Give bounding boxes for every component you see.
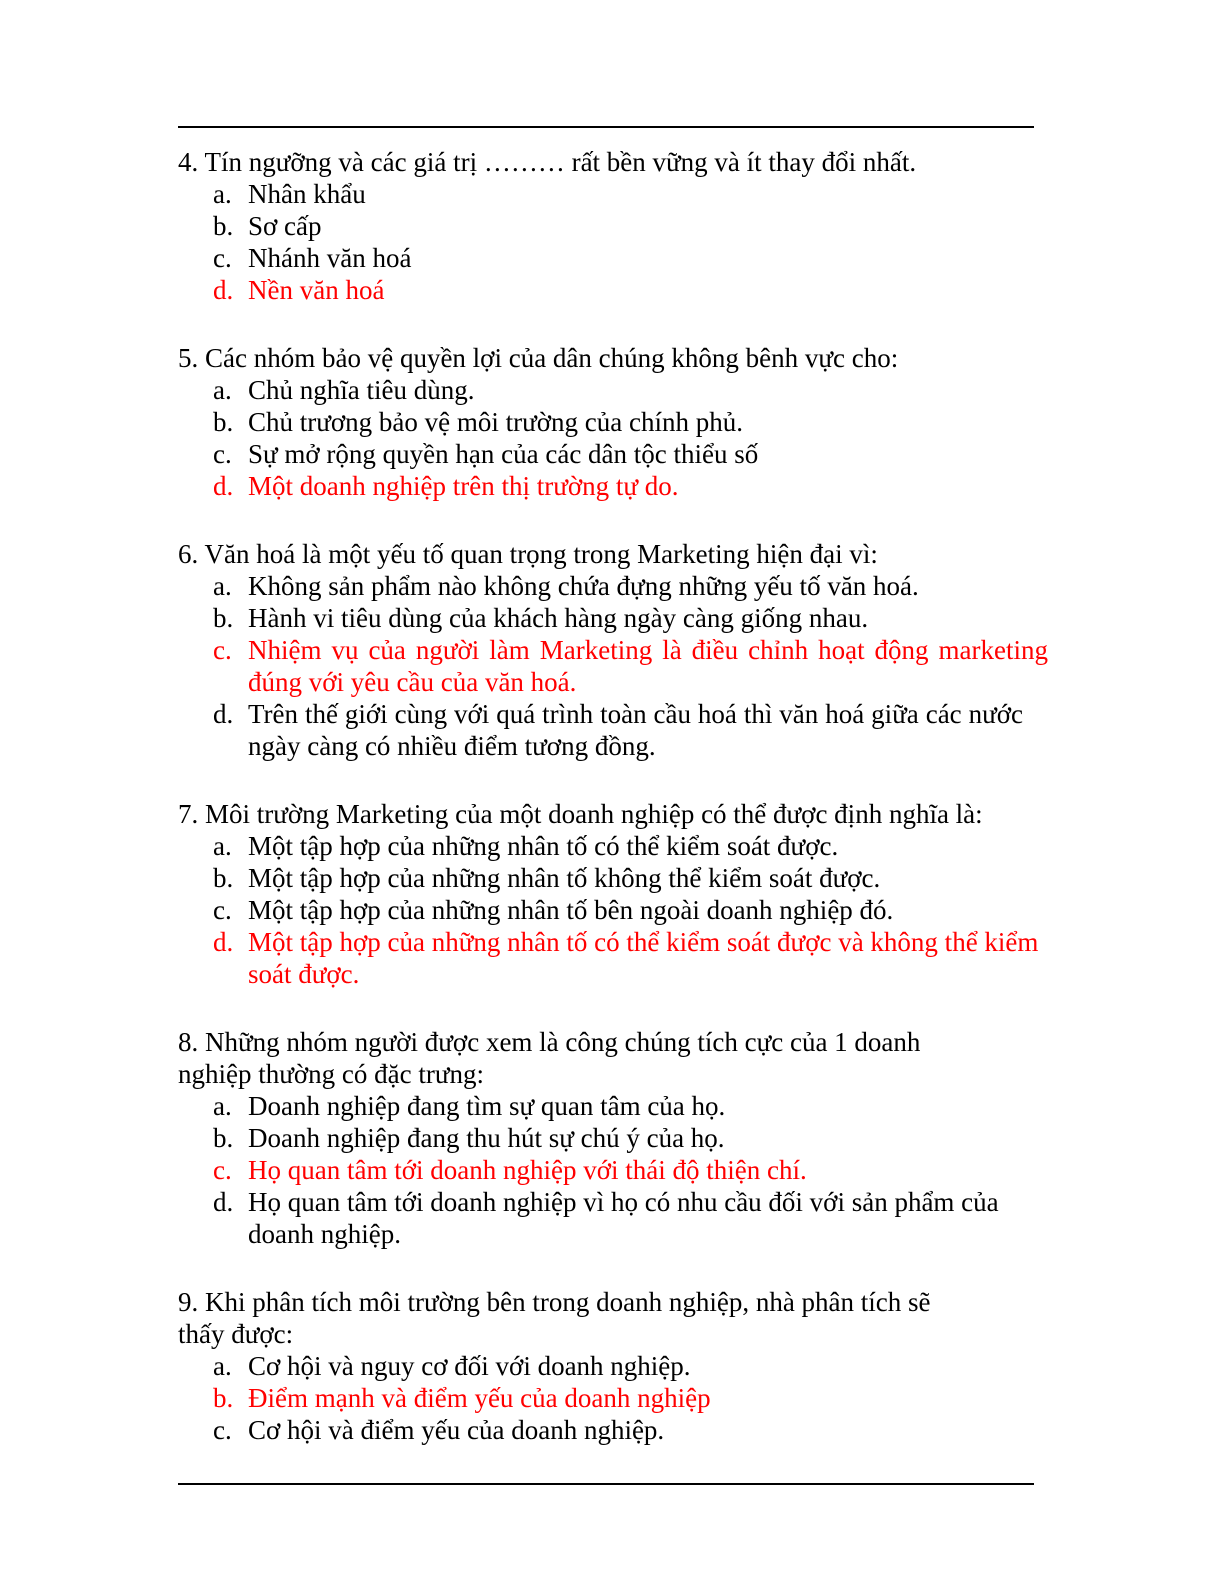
option-a: [178, 1350, 1058, 1382]
option-text: Họ quan tâm tới doanh nghiệp vì họ có nhu cầu đối với sản phẩm của doanh nghiệp.: [248, 1187, 999, 1249]
footer-rule: [178, 1483, 1034, 1485]
option-letter: a.: [213, 375, 232, 405]
option-letter: c.: [213, 635, 232, 665]
option-d-correct-answer: [178, 926, 1058, 990]
question-text: 5. Các nhóm bảo vệ quyền lợi của dân chúng không bênh vực cho:: [178, 343, 899, 373]
option-text: Một tập hợp của những nhân tố bên ngoài doanh nghiệp đó.: [248, 895, 894, 925]
option-text: Nhân khẩu: [248, 179, 366, 209]
option-text: Sơ cấp: [248, 211, 322, 241]
question-text: 6. Văn hoá là một yếu tố quan trọng trong Marketing hiện đại vì:: [178, 539, 878, 569]
option-text: Cơ hội và điểm yếu của doanh nghiệp.: [248, 1415, 665, 1445]
option-c: [178, 242, 1058, 274]
option-list: [178, 178, 1058, 306]
question-text: 7. Môi trường Marketing của một doanh nghiệp có thể được định nghĩa là:: [178, 799, 983, 829]
option-a: [178, 374, 1058, 406]
option-letter: a.: [213, 831, 232, 861]
option-d-correct-answer: [178, 274, 1058, 306]
option-letter: d.: [213, 927, 234, 957]
option-letter: d.: [213, 1187, 234, 1217]
option-d-correct-answer: [178, 470, 1058, 502]
option-letter: b.: [213, 603, 234, 633]
option-text: Họ quan tâm tới doanh nghiệp với thái độ thiện chí.: [248, 1155, 807, 1185]
option-b: [178, 1122, 1058, 1154]
question-9: [178, 1286, 1058, 1446]
option-d: [178, 1186, 1023, 1250]
option-letter: c.: [213, 1155, 232, 1185]
question-6: [178, 538, 1058, 762]
option-d: [178, 698, 1023, 762]
option-b-correct-answer: [178, 1382, 1058, 1414]
option-text: Điểm mạnh và điểm yếu của doanh nghiệp: [248, 1383, 711, 1413]
option-c: [178, 438, 1058, 470]
option-list: [178, 1350, 1058, 1446]
question-4: [178, 146, 1058, 306]
option-letter: d.: [213, 471, 234, 501]
option-text: Hành vi tiêu dùng của khách hàng ngày càng giống nhau.: [248, 603, 869, 633]
option-text: Doanh nghiệp đang tìm sự quan tâm của họ.: [248, 1091, 726, 1121]
option-letter: b.: [213, 211, 234, 241]
option-c: [178, 1414, 1058, 1446]
option-list: [178, 570, 1058, 762]
option-letter: b.: [213, 1383, 234, 1413]
option-a: [178, 1090, 1058, 1122]
option-letter: b.: [213, 863, 234, 893]
question-7: [178, 798, 1058, 990]
question-text: 9. Khi phân tích môi trường bên trong doanh nghiệp, nhà phân tích sẽ thấy được:: [178, 1287, 931, 1349]
option-a: [178, 178, 1058, 210]
option-c: [178, 894, 1058, 926]
option-a: [178, 570, 1058, 602]
option-text: Cơ hội và nguy cơ đối với doanh nghiệp.: [248, 1351, 691, 1381]
question-text: 8. Những nhóm người được xem là công chúng tích cực của 1 doanh nghiệp thường có đặc trưng:: [178, 1027, 921, 1089]
option-text: Chủ nghĩa tiêu dùng.: [248, 375, 475, 405]
option-letter: a.: [213, 1351, 232, 1381]
question-5: [178, 342, 1058, 502]
option-a: [178, 830, 1058, 862]
option-letter: b.: [213, 1123, 234, 1153]
option-letter: c.: [213, 895, 232, 925]
option-text: Một tập hợp của những nhân tố không thể kiểm soát được.: [248, 863, 881, 893]
option-letter: a.: [213, 179, 232, 209]
option-c-correct-answer: [178, 1154, 1058, 1186]
option-text: Trên thế giới cùng với quá trình toàn cầu hoá thì văn hoá giữa các nước ngày càng có nhiều điểm tương đồng.: [248, 699, 1023, 761]
option-text: Một tập hợp của những nhân tố có thể kiểm soát được và không thể kiểm soát được.: [248, 927, 1039, 989]
option-c-correct-answer: [178, 634, 1048, 698]
option-letter: c.: [213, 243, 232, 273]
option-b: [178, 602, 1058, 634]
option-b: [178, 862, 1058, 894]
quiz-content: [178, 146, 1058, 1482]
option-text: Nhánh văn hoá: [248, 243, 412, 273]
option-list: [178, 1090, 1058, 1250]
option-letter: a.: [213, 1091, 232, 1121]
option-b: [178, 210, 1058, 242]
option-letter: d.: [213, 699, 234, 729]
option-list: [178, 830, 1058, 990]
option-letter: b.: [213, 407, 234, 437]
option-b: [178, 406, 1058, 438]
option-letter: c.: [213, 439, 232, 469]
option-text: Không sản phẩm nào không chứa đựng những yếu tố văn hoá.: [248, 571, 919, 601]
header-rule: [178, 126, 1034, 128]
option-text: Một tập hợp của những nhân tố có thể kiểm soát được.: [248, 831, 839, 861]
option-text: Chủ trương bảo vệ môi trường của chính phủ.: [248, 407, 743, 437]
option-text: Sự mở rộng quyền hạn của các dân tộc thiểu số: [248, 439, 759, 469]
option-letter: c.: [213, 1415, 232, 1445]
option-text: Nhiệm vụ của người làm Marketing là điều chỉnh hoạt động marketing đúng với yêu cầu của văn hoá.: [248, 635, 1048, 697]
option-text: Nền văn hoá: [248, 275, 385, 305]
question-text: 4. Tín ngưỡng và các giá trị ……… rất bền vững và ít thay đổi nhất.: [178, 147, 917, 177]
option-text: Một doanh nghiệp trên thị trường tự do.: [248, 471, 679, 501]
option-letter: a.: [213, 571, 232, 601]
option-list: [178, 374, 1058, 502]
option-letter: d.: [213, 275, 234, 305]
question-8: [178, 1026, 1058, 1250]
option-text: Doanh nghiệp đang thu hút sự chú ý của họ.: [248, 1123, 725, 1153]
